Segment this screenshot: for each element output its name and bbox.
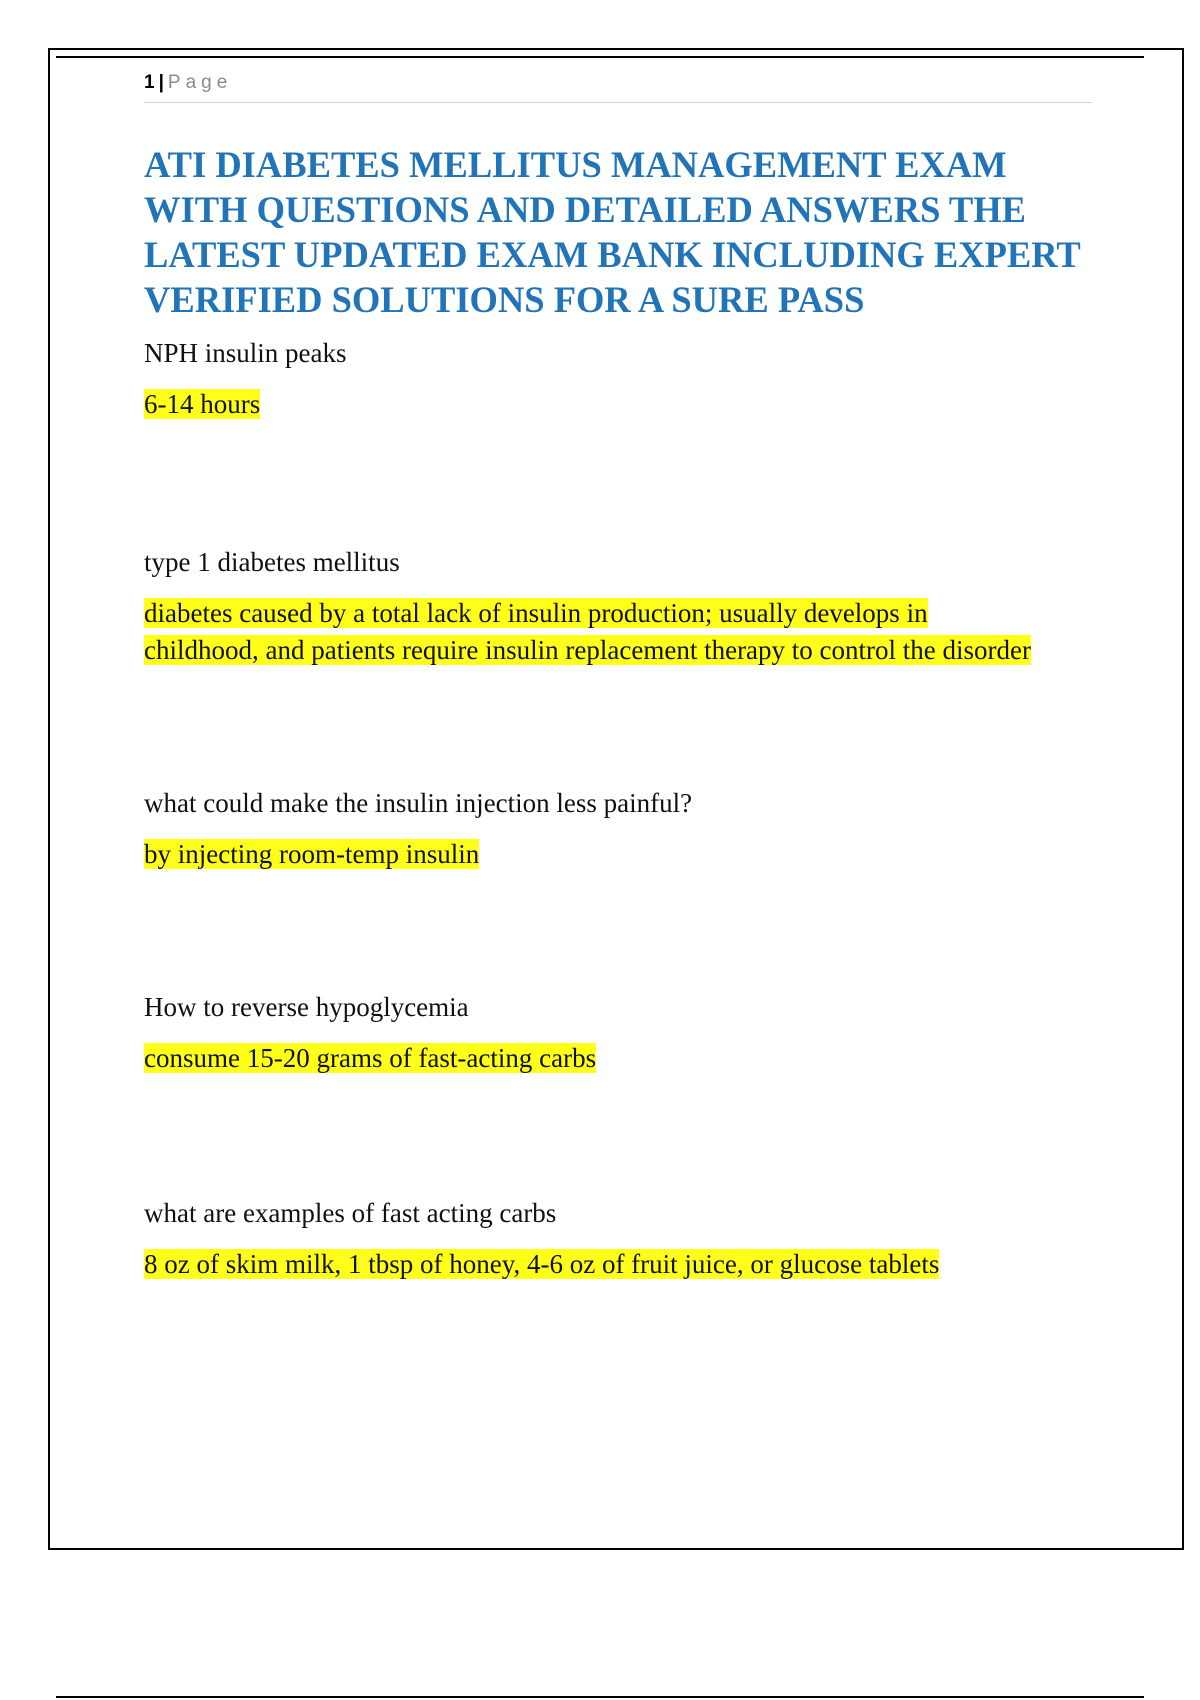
top-rule bbox=[56, 56, 1144, 58]
page-number: 1 bbox=[144, 72, 155, 93]
question-text: what are examples of fast acting carbs bbox=[144, 1198, 557, 1228]
qa-item bbox=[144, 786, 1104, 873]
answer-line: by injecting room-temp insulin bbox=[144, 839, 480, 869]
answer-line: consume 15-20 grams of fast-acting carbs bbox=[144, 1043, 597, 1073]
answer-line: childhood, and patients require insulin replacement therapy to control the disorder bbox=[144, 635, 1031, 665]
page-label: Page bbox=[167, 72, 233, 93]
page-separator: | bbox=[158, 72, 164, 93]
bottom-rule bbox=[56, 1696, 1144, 1698]
answer-text bbox=[144, 386, 1104, 423]
answer-text bbox=[144, 595, 1104, 669]
answer-text bbox=[144, 1246, 1104, 1283]
page-header bbox=[144, 70, 1092, 103]
qa-item bbox=[144, 336, 1104, 423]
document-title: ATI DIABETES MELLITUS MANAGEMENT EXAM WITH QUESTIONS AND DETAILED ANSWERS THE LATEST UPDATED EXAM BANK INCLUDING EXPERT VERIFIED SOLUTIONS FOR A SURE PASS bbox=[144, 144, 1081, 320]
answer-text bbox=[144, 836, 1104, 873]
answer-line: diabetes caused by a total lack of insulin production; usually develops in bbox=[144, 598, 928, 628]
qa-item bbox=[144, 1196, 1104, 1283]
answer-line: 6-14 hours bbox=[144, 389, 261, 419]
question-text: type 1 diabetes mellitus bbox=[144, 547, 400, 577]
qa-item bbox=[144, 990, 1104, 1077]
answer-line: 8 oz of skim milk, 1 tbsp of honey, 4-6 oz of fruit juice, or glucose tablets bbox=[144, 1249, 940, 1279]
answer-text bbox=[144, 1040, 1104, 1077]
qa-item bbox=[144, 545, 1104, 669]
question-text: How to reverse hypoglycemia bbox=[144, 992, 469, 1022]
question-text: NPH insulin peaks bbox=[144, 338, 347, 368]
question-text: what could make the insulin injection less painful? bbox=[144, 788, 693, 818]
